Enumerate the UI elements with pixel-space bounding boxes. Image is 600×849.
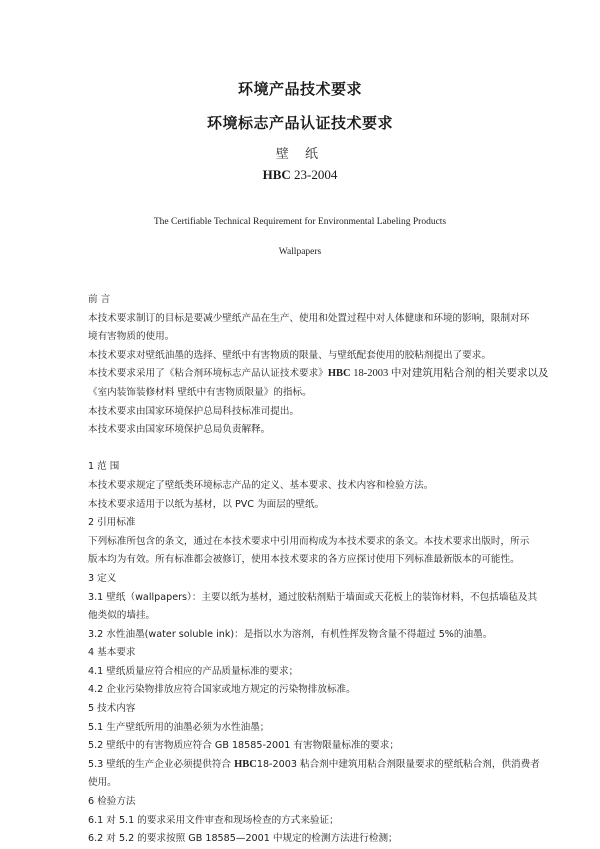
standard-code bbox=[0, 167, 600, 183]
text-segment: 本技术要求采用了《粘合剂环境标志产品认证技术要求》 bbox=[88, 368, 328, 380]
standard-ref-bold: HBC bbox=[327, 368, 351, 380]
section-3-1-line-1: 3.1 壁纸（wallpapers）：主要以纸为基材，通过胶粘剂贴于墙面或天花板上的装饰材料，不包括墙毡及其 bbox=[88, 591, 538, 603]
section-5-3-line-2: 使用。 bbox=[88, 777, 117, 789]
standard-code-number: 23-2004 bbox=[290, 167, 338, 182]
section-3-2: 3.2 水性油墨(water soluble ink)：是指以水为溶剂，有机性挥发物含量不得超过 5%的油墨。 bbox=[88, 628, 493, 640]
section-5-3-line-1 bbox=[88, 756, 540, 775]
document-title: 环境产品技术要求 bbox=[237, 80, 362, 98]
spacer bbox=[88, 440, 528, 459]
foreword-paragraph-5: 本技术要求由国家环境保护总局负责解释。 bbox=[88, 424, 271, 436]
section-2-heading: 2 引用标准 bbox=[88, 517, 136, 529]
foreword-paragraph-1-line-1: 本技术要求制订的目标是要减少壁纸产品在生产、使用和处置过程中对人体健康和环境的影响，限制对环 bbox=[88, 312, 530, 324]
text-segment: 18-2003 粘合剂中建筑用粘合剂限量要求的壁纸粘合剂，供消费者 bbox=[256, 758, 540, 770]
product-name: 壁 纸 bbox=[275, 147, 325, 162]
text-segment: 5.3 壁纸的生产企业必须提供符合 bbox=[88, 758, 235, 770]
english-product-name: Wallpapers bbox=[278, 247, 322, 257]
section-5-1: 5.1 生产壁纸所用的油墨必须为水性油墨； bbox=[88, 721, 270, 733]
section-3-heading: 3 定义 bbox=[88, 572, 117, 584]
section-4-2: 4.2 企业污染物排放应符合国家或地方规定的污染物排放标准。 bbox=[88, 684, 356, 696]
foreword-paragraph-3-line-2: 《室内装饰装修材料 壁纸中有害物质限量》的指标。 bbox=[88, 386, 312, 398]
section-1-paragraph-1: 本技术要求规定了壁纸类环境标志产品的定义、基本要求、技术内容和检验方法。 bbox=[88, 479, 434, 491]
document-body bbox=[88, 291, 549, 849]
section-4-1: 4.1 壁纸质量应符合相应的产品质量标准的要求； bbox=[88, 665, 299, 677]
foreword-heading: 前 言 bbox=[88, 294, 111, 305]
section-6-heading: 6 检验方法 bbox=[88, 796, 136, 808]
section-5-2: 5.2 壁纸中的有害物质应符合 GB 18585-2001 有害物限量标准的要求； bbox=[88, 740, 399, 752]
standard-ref-bold: HBC bbox=[234, 758, 257, 770]
section-6-1: 6.1 对 5.1 的要求采用文件审查和现场检查的方式来验证； bbox=[88, 814, 339, 826]
section-5-heading: 5 技术内容 bbox=[88, 703, 136, 715]
section-6-2: 6.2 对 5.2 的要求按照 GB 18585—2001 中规定的检测方法进行检测； bbox=[88, 833, 398, 845]
foreword-paragraph-1-line-2: 境有害物质的使用。 bbox=[88, 331, 175, 343]
english-title: The Certifiable Technical Requirement for Environmental Labeling Products bbox=[153, 217, 447, 227]
section-3-1-line-2: 他类似的墙挂。 bbox=[88, 610, 156, 622]
section-1-heading: 1 范 围 bbox=[88, 461, 120, 473]
section-2-paragraph-line-2: 版本均为有效。所有标准都会被修订，使用本技术要求的各方应探讨使用下列标准最新版本的可能性。 bbox=[88, 554, 520, 566]
foreword-paragraph-3-line-1 bbox=[88, 365, 549, 384]
text-segment: 18-2003 中对建筑用粘合剂的相关要求以及 bbox=[350, 368, 549, 380]
section-2-paragraph-line-1: 下列标准所包含的条文，通过在本技术要求中引用而构成为本技术要求的条文。本技术要求出版时，所示 bbox=[88, 535, 530, 547]
standard-code-prefix: HBC bbox=[262, 167, 291, 182]
foreword-paragraph-2: 本技术要求对壁纸油墨的选择、壁纸中有害物质的限量、与壁纸配套使用的胶粘剂提出了要求。 bbox=[88, 349, 491, 361]
foreword-paragraph-4: 本技术要求由国家环境保护总局科技标准司提出。 bbox=[88, 405, 300, 417]
document-subtitle: 环境标志产品认证技术要求 bbox=[206, 114, 393, 132]
section-1-paragraph-2: 本技术要求适用于以纸为基材，以 PVC 为面层的壁纸。 bbox=[88, 498, 325, 510]
section-4-heading: 4 基本要求 bbox=[88, 647, 136, 659]
